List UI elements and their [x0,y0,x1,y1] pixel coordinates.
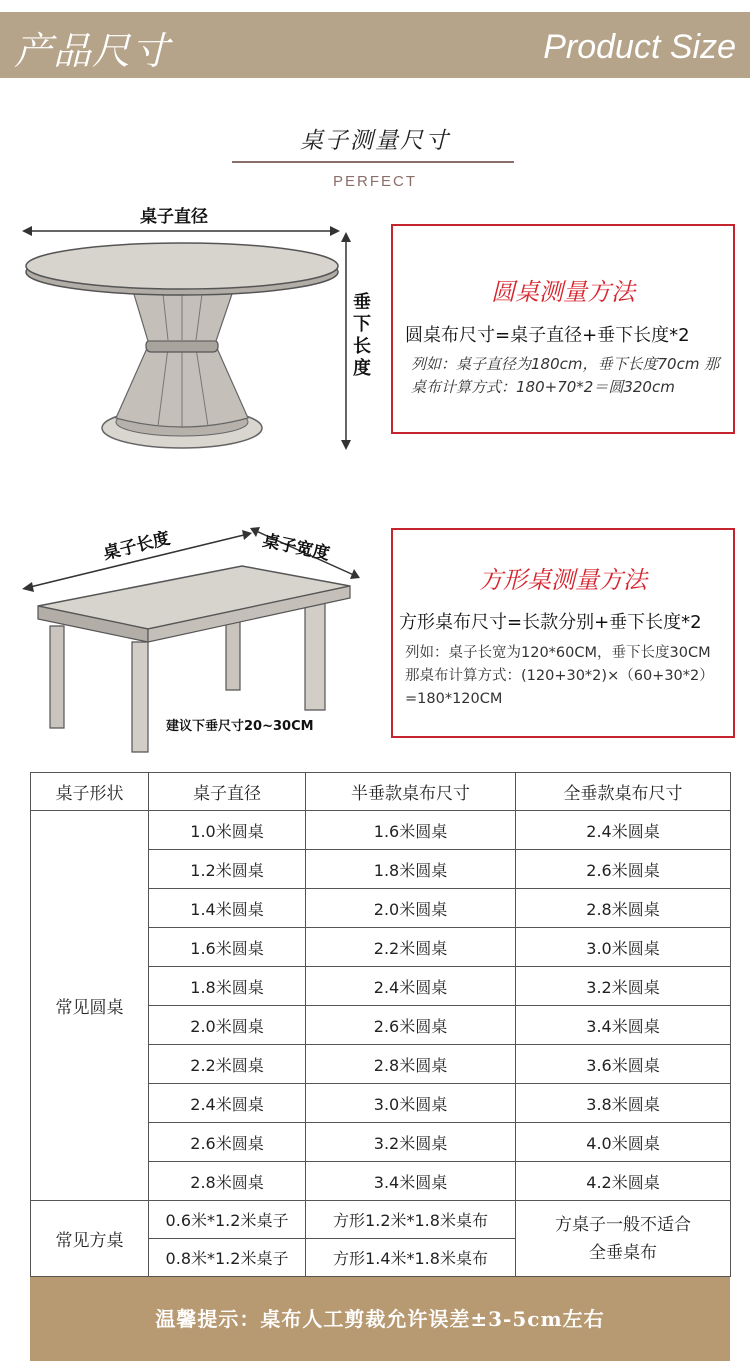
table-cell: 方形1.2米*1.8米桌布 [306,1201,516,1239]
table-cell: 0.8米*1.2米桌子 [149,1239,306,1277]
table-row [31,811,731,850]
table-width-label: 桌子宽度 [260,530,332,565]
table-cell: 3.0米圆桌 [516,928,731,967]
recommended-drop-note: 建议下垂尺寸20~30CM [166,719,314,734]
round-table-diagram [18,196,371,466]
rect-method-title: 方形桌测量方法 [479,566,647,594]
table-cell: 3.0米圆桌 [306,1084,516,1123]
table-cell: 2.0米圆桌 [306,889,516,928]
square-note-text: 方桌子一般不适合全垂桌布 [555,1214,691,1263]
section-subtitle: PERFECT [332,173,417,190]
round-table-illustration [18,196,368,466]
table-cell: 2.2米圆桌 [306,928,516,967]
table-cell: 3.2米圆桌 [306,1123,516,1162]
round-method-title: 圆桌测量方法 [491,278,635,306]
section-title: 桌子测量尺寸 [300,128,450,154]
table-cell: 2.0米圆桌 [149,1006,306,1045]
table-cell: 1.0米圆桌 [149,811,306,850]
table-cell: 3.2米圆桌 [516,967,731,1006]
table-cell: 3.6米圆桌 [516,1045,731,1084]
table-cell: 2.6米圆桌 [516,850,731,889]
header-title-en: Product Size [543,28,736,66]
table-cell: 2.6米圆桌 [149,1123,306,1162]
square-full-drop-note [516,1201,731,1277]
rect-table-method-box [391,528,735,738]
table-cell: 3.4米圆桌 [306,1162,516,1201]
header-full-drop: 全垂款桌布尺寸 [516,773,731,811]
header-shape: 桌子形状 [31,773,149,811]
drop-length-label: 垂下长度 [353,292,371,379]
header-banner [0,12,750,78]
round-table-method-box [391,224,735,434]
tolerance-tip-banner: 温馨提示：桌布人工剪裁允许误差±3-5cm左右 [30,1277,730,1361]
square-table-category: 常见方桌 [31,1201,149,1277]
section-divider [232,161,514,163]
table-cell: 1.4米圆桌 [149,889,306,928]
table-header-row [31,773,731,811]
rect-method-formula: 方形桌布尺寸=长款分别+垂下长度*2 [399,612,702,633]
header-half-drop: 半垂款桌布尺寸 [306,773,516,811]
table-cell: 方形1.4米*1.8米桌布 [306,1239,516,1277]
table-cell: 2.8米圆桌 [516,889,731,928]
table-row [31,1201,731,1239]
table-cell: 2.4米圆桌 [149,1084,306,1123]
diameter-label: 桌子直径 [140,207,208,227]
table-cell: 1.2米圆桌 [149,850,306,889]
table-cell: 1.8米圆桌 [149,967,306,1006]
table-cell: 0.6米*1.2米桌子 [149,1201,306,1239]
table-cell: 2.2米圆桌 [149,1045,306,1084]
table-cell: 1.6米圆桌 [149,928,306,967]
round-method-formula: 圆桌布尺寸=桌子直径+垂下长度*2 [405,325,690,346]
table-cell: 1.6米圆桌 [306,811,516,850]
round-table-category: 常见圆桌 [31,811,149,1201]
table-cell: 2.8米圆桌 [306,1045,516,1084]
table-cell: 2.4米圆桌 [516,811,731,850]
table-cell: 1.8米圆桌 [306,850,516,889]
table-cell: 4.0米圆桌 [516,1123,731,1162]
header-title-cn: 产品尺寸 [14,29,171,73]
table-cell: 4.2米圆桌 [516,1162,731,1201]
table-cell: 2.6米圆桌 [306,1006,516,1045]
rect-method-example: 列如：桌子长宽为120*60CM，垂下长度30CM 那桌布计算方式：(120+30*2)×（60+30*2）=180*120CM [405,645,714,707]
table-cell: 2.4米圆桌 [306,967,516,1006]
table-length-label: 桌子长度 [101,528,173,565]
rect-table-diagram [20,514,370,764]
table-cell: 3.4米圆桌 [516,1006,731,1045]
header-diameter: 桌子直径 [149,773,306,811]
round-method-example: 列如：桌子直径为180cm，垂下长度70cm 那桌布计算方式：180+70*2＝圆320cm [411,355,720,396]
table-cell: 2.8米圆桌 [149,1162,306,1201]
table-cell: 3.8米圆桌 [516,1084,731,1123]
size-table [30,772,731,1277]
